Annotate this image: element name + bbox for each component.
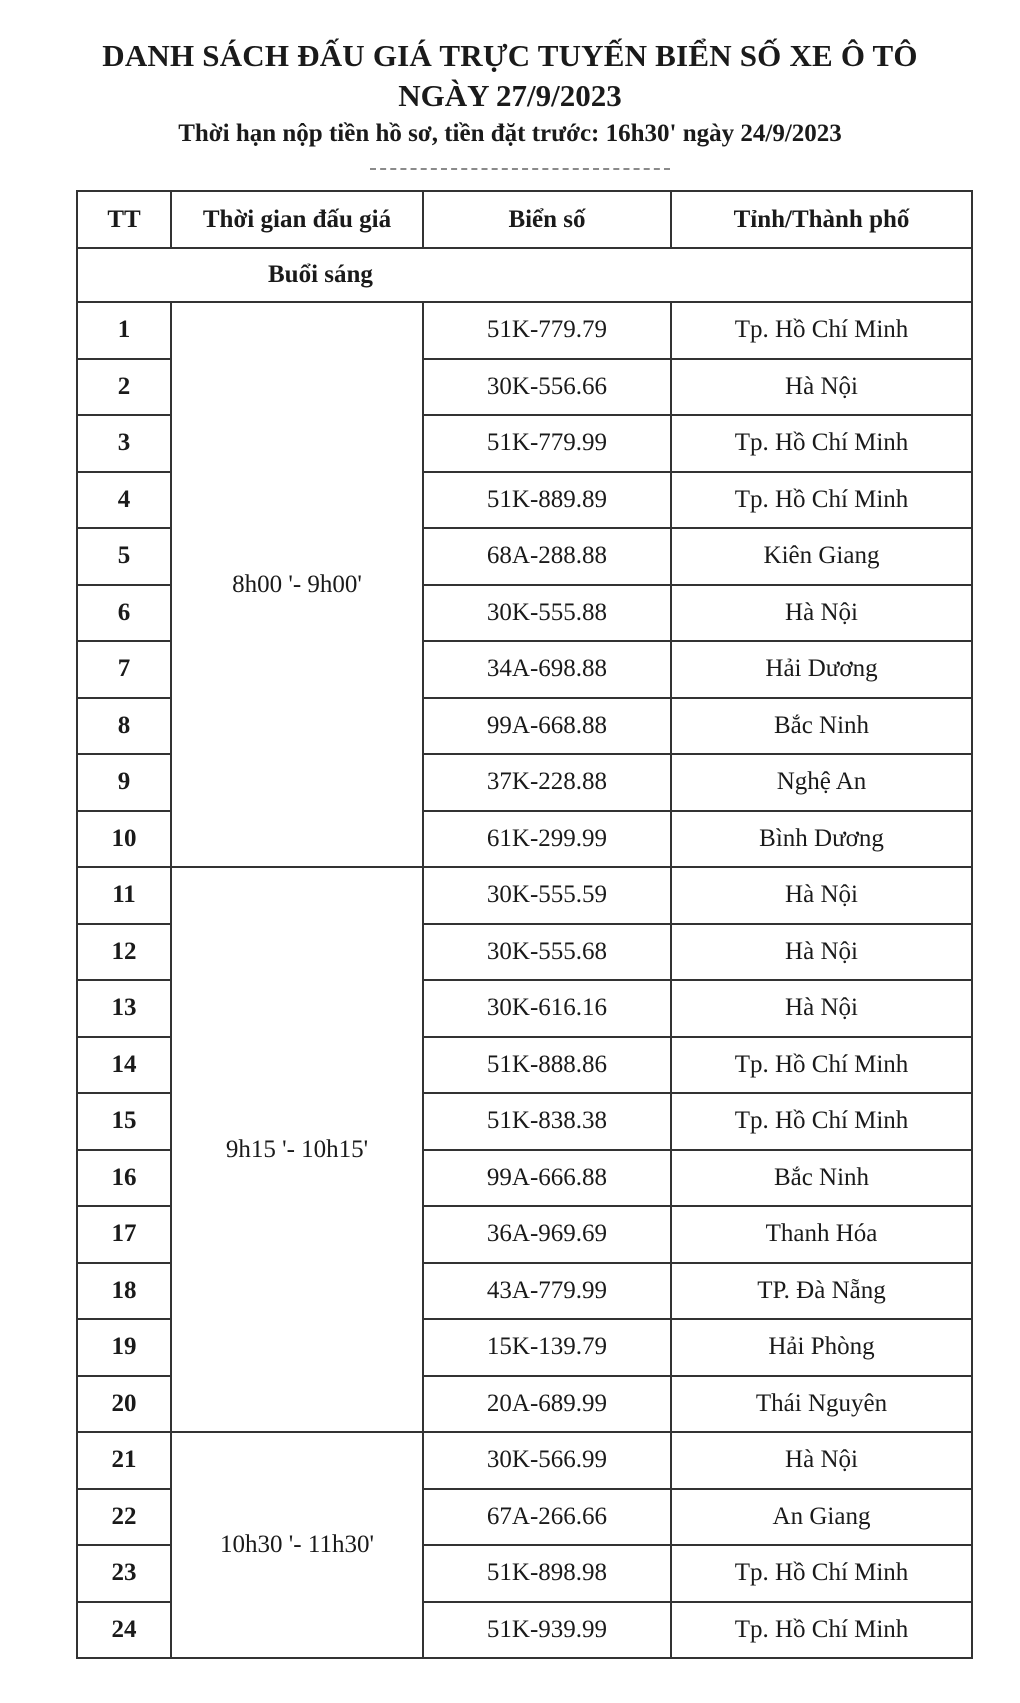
province: Hải Dương: [671, 641, 972, 698]
province: Thái Nguyên: [671, 1376, 972, 1433]
row-number: 2: [77, 359, 171, 416]
license-plate: 68A-288.88: [423, 528, 671, 585]
row-number: 16: [77, 1150, 171, 1207]
license-plate: 34A-698.88: [423, 641, 671, 698]
province: Bắc Ninh: [671, 698, 972, 755]
document-title: DANH SÁCH ĐẤU GIÁ TRỰC TUYẾN BIỂN SỐ XE Ô TÔ: [102, 38, 918, 73]
header-province: Tỉnh/Thành phố: [671, 191, 972, 248]
row-number: 21: [77, 1432, 171, 1489]
license-plate: 51K-898.98: [423, 1545, 671, 1602]
row-number: 5: [77, 528, 171, 585]
auction-time-slot: 10h30 '- 11h30': [171, 1432, 423, 1658]
row-number: 14: [77, 1037, 171, 1094]
province: Hà Nội: [671, 980, 972, 1037]
session-label: Buổi sáng: [268, 261, 373, 288]
row-number: 6: [77, 585, 171, 642]
row-number: 24: [77, 1602, 171, 1659]
province: Tp. Hồ Chí Minh: [671, 1545, 972, 1602]
row-number: 3: [77, 415, 171, 472]
row-number: 22: [77, 1489, 171, 1546]
license-plate: 20A-689.99: [423, 1376, 671, 1433]
license-plate: 36A-969.69: [423, 1206, 671, 1263]
license-plate: 51K-779.79: [423, 302, 671, 359]
document-date: NGÀY 27/9/2023: [398, 78, 622, 113]
license-plate: 30K-555.59: [423, 867, 671, 924]
license-plate: 67A-266.66: [423, 1489, 671, 1546]
province: Bình Dương: [671, 811, 972, 868]
province: Kiên Giang: [671, 528, 972, 585]
province: TP. Đà Nẵng: [671, 1263, 972, 1320]
license-plate: 51K-888.86: [423, 1037, 671, 1094]
license-plate: 51K-889.89: [423, 472, 671, 529]
header-plate: Biển số: [423, 191, 671, 248]
province: Tp. Hồ Chí Minh: [671, 1037, 972, 1094]
document-deadline: Thời hạn nộp tiền hồ sơ, tiền đặt trước: 16h30' ngày 24/9/2023: [178, 120, 842, 147]
license-plate: 43A-779.99: [423, 1263, 671, 1320]
row-number: 20: [77, 1376, 171, 1433]
province: Bắc Ninh: [671, 1150, 972, 1207]
license-plate: 99A-668.88: [423, 698, 671, 755]
header-time: Thời gian đấu giá: [171, 191, 423, 248]
license-plate: 30K-555.88: [423, 585, 671, 642]
row-number: 10: [77, 811, 171, 868]
row-number: 7: [77, 641, 171, 698]
province: Tp. Hồ Chí Minh: [671, 1602, 972, 1659]
license-plate: 30K-555.68: [423, 924, 671, 981]
session-row: [77, 248, 972, 302]
province: Tp. Hồ Chí Minh: [671, 1093, 972, 1150]
province: Nghệ An: [671, 754, 972, 811]
license-plate: 99A-666.88: [423, 1150, 671, 1207]
license-plate: 30K-556.66: [423, 359, 671, 416]
license-plate: 15K-139.79: [423, 1319, 671, 1376]
province: Tp. Hồ Chí Minh: [671, 302, 972, 359]
province: Hà Nội: [671, 867, 972, 924]
header-tt: TT: [77, 191, 171, 248]
license-plate: 51K-779.99: [423, 415, 671, 472]
license-plate: 37K-228.88: [423, 754, 671, 811]
license-plate: 51K-939.99: [423, 1602, 671, 1659]
license-plate: 51K-838.38: [423, 1093, 671, 1150]
table-row: [77, 1432, 972, 1489]
row-number: 1: [77, 302, 171, 359]
row-number: 15: [77, 1093, 171, 1150]
table-row: [77, 867, 972, 924]
province: Hà Nội: [671, 359, 972, 416]
province: Hà Nội: [671, 585, 972, 642]
province: Thanh Hóa: [671, 1206, 972, 1263]
auction-time-slot: 8h00 '- 9h00': [171, 302, 423, 867]
auction-time-slot: 9h15 '- 10h15': [171, 867, 423, 1432]
license-plate: 61K-299.99: [423, 811, 671, 868]
auction-table: [76, 190, 973, 1659]
province: An Giang: [671, 1489, 972, 1546]
row-number: 8: [77, 698, 171, 755]
license-plate: 30K-616.16: [423, 980, 671, 1037]
row-number: 9: [77, 754, 171, 811]
province: Tp. Hồ Chí Minh: [671, 415, 972, 472]
province: Hà Nội: [671, 924, 972, 981]
row-number: 17: [77, 1206, 171, 1263]
row-number: 19: [77, 1319, 171, 1376]
row-number: 12: [77, 924, 171, 981]
table-row: [77, 302, 972, 359]
title-divider: [370, 168, 670, 170]
table-header-row: [77, 191, 972, 248]
province: Hà Nội: [671, 1432, 972, 1489]
row-number: 13: [77, 980, 171, 1037]
row-number: 4: [77, 472, 171, 529]
license-plate: 30K-566.99: [423, 1432, 671, 1489]
province: Hải Phòng: [671, 1319, 972, 1376]
row-number: 18: [77, 1263, 171, 1320]
province: Tp. Hồ Chí Minh: [671, 472, 972, 529]
row-number: 23: [77, 1545, 171, 1602]
row-number: 11: [77, 867, 171, 924]
